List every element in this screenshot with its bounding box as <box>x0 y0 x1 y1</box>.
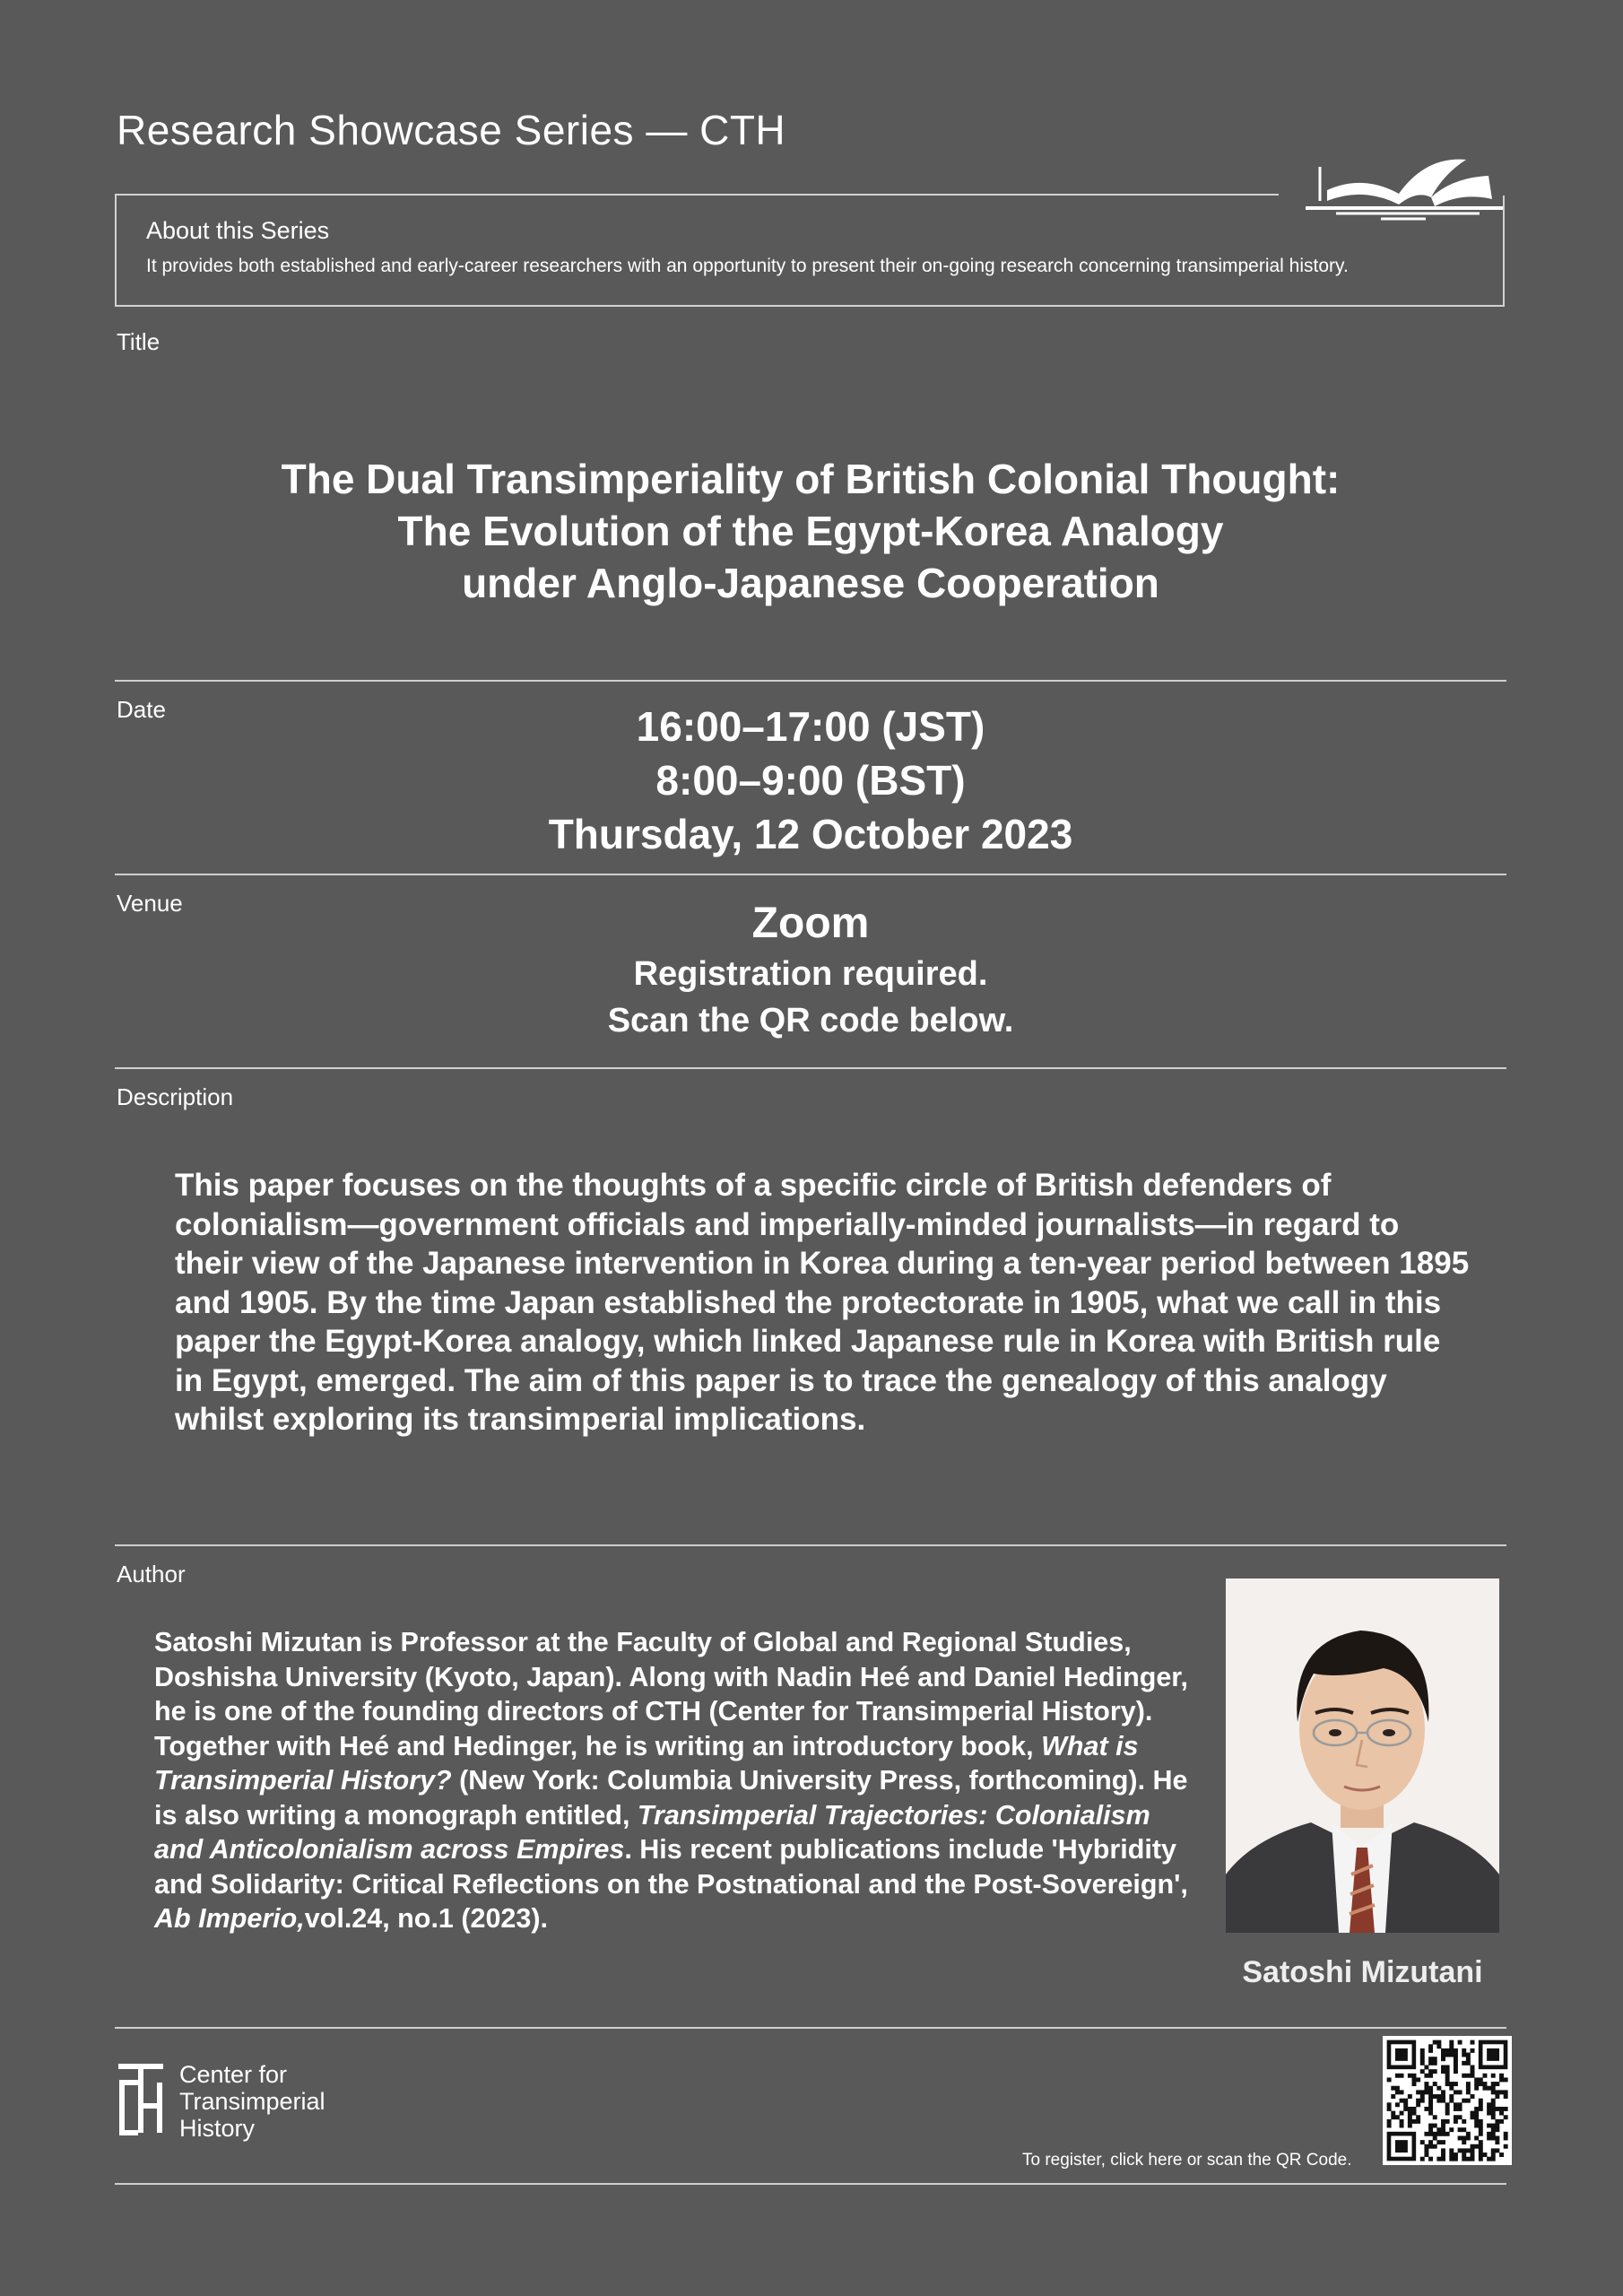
author-bio-part-2: (New York: Columbia University Press, forthcoming). He is also writing a monograph entitled, <box>154 1765 1188 1831</box>
cth-logo-text <box>179 2061 325 2142</box>
date-line-bst: 8:00–9:00 (BST) <box>655 757 966 804</box>
divider <box>115 1544 1506 1546</box>
register-link[interactable]: To register, click here or scan the QR Code. <box>1022 2151 1352 2170</box>
series-title: Research Showcase Series — CTH <box>117 107 786 153</box>
date-line-jst: 16:00–17:00 (JST) <box>636 703 985 750</box>
about-text: It provides both established and early-career researchers with an opportunity to present their on-going research concerning transimperial history. <box>146 256 1349 276</box>
about-heading: About this Series <box>146 217 330 244</box>
author-book-title-2: Transimperial Trajectories: Colonialism and Anticolonialism across Empires <box>154 1799 1150 1865</box>
divider <box>115 680 1506 682</box>
divider <box>115 2183 1506 2185</box>
logo-line-3: History <box>179 2115 256 2142</box>
talk-title-line-2: The Evolution of the Egypt-Korea Analogy <box>397 508 1224 554</box>
venue-block <box>115 897 1506 1044</box>
date-block <box>115 700 1506 861</box>
venue-label: Venue <box>117 890 183 917</box>
open-book-icon <box>1300 154 1506 230</box>
divider <box>115 1067 1506 1069</box>
author-portrait <box>1226 1578 1499 1933</box>
author-label: Author <box>117 1561 186 1587</box>
talk-title-line-3: under Anglo-Japanese Cooperation <box>462 560 1159 606</box>
author-bio-part-3: . His recent publications include 'Hybridity and Solidarity: Critical Reflections on the Postnational and the Post-Sovereign', <box>154 1834 1188 1900</box>
venue-name: Zoom <box>751 900 870 947</box>
venue-qr-note: Scan the QR code below. <box>607 1002 1014 1039</box>
date-line-day: Thursday, 12 October 2023 <box>548 811 1073 857</box>
date-label: Date <box>117 696 166 723</box>
talk-title <box>115 453 1506 609</box>
talk-title-line-1: The Dual Transimperiality of British Colonial Thought: <box>281 456 1341 502</box>
author-name: Satoshi Mizutani <box>1242 1955 1483 1989</box>
author-bio <box>154 1625 1194 1936</box>
author-journal-title: Ab Imperio, <box>154 1903 305 1934</box>
qr-code-icon[interactable] <box>1383 2036 1512 2165</box>
description-label: Description <box>117 1083 234 1110</box>
divider <box>115 874 1506 875</box>
logo-line-1: Center for <box>179 2061 288 2088</box>
author-book-title-1: What is Transimperial History? <box>154 1730 1139 1796</box>
description-text: This paper focuses on the thoughts of a specific circle of British defenders of colonialism—government officials and imperially-minded journalists—in regard to their view of the Japanese intervention in Korea during a ten-year period between 1895 and 1905. By the time Japan established the protectorate in 1905, what we call in this paper the Egypt-Korea analogy, which linked Japanese rule in Korea with British rule in Egypt, emerged. The aim of this paper is to trace the genealogy of this analogy whilst exploring its transimperial implications. <box>175 1168 1470 1437</box>
title-label: Title <box>117 328 161 355</box>
cth-logo-icon <box>115 2061 167 2138</box>
logo-line-2: Transimperial <box>179 2088 325 2115</box>
author-bio-part-4: vol.24, no.1 (2023). <box>304 1903 548 1934</box>
venue-registration-note: Registration required. <box>633 955 988 993</box>
divider <box>115 2027 1506 2029</box>
about-series-box <box>115 196 1505 307</box>
author-bio-part-1: Satoshi Mizutan is Professor at the Faculty of Global and Regional Studies, Doshisha University (Kyoto, Japan). Along with Nadin Heé and Daniel Hedinger, he is one of the founding directors of CTH (Center for Transimperial History). Together with Heé and Hedinger, he is writing an introductory book, <box>154 1627 1188 1761</box>
